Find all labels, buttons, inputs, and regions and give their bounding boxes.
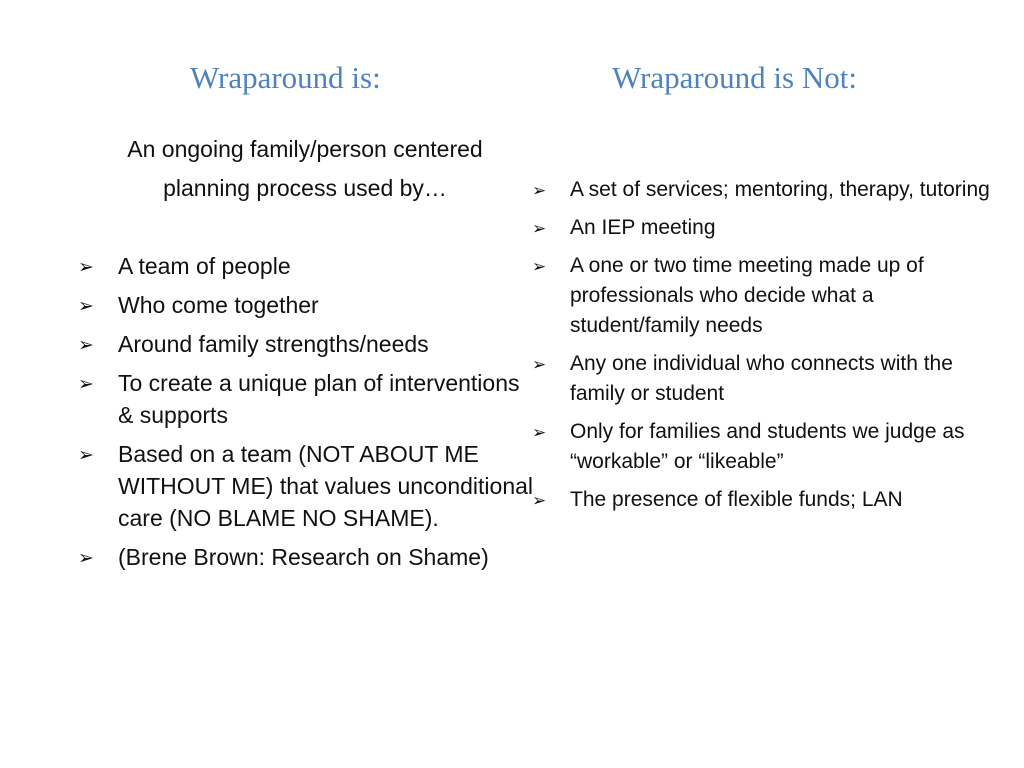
list-item: [532, 349, 1002, 409]
arrow-bullet-icon: ➢: [78, 444, 94, 466]
list-item: [532, 175, 1002, 205]
list-item: [78, 541, 533, 573]
list-item-text: A team of people: [118, 253, 291, 279]
right-bullet-list: [532, 175, 1002, 523]
list-item-text: To create a unique plan of interventions & supports: [118, 370, 520, 428]
list-item-text: An IEP meeting: [570, 216, 716, 239]
arrow-bullet-icon: ➢: [78, 547, 94, 569]
arrow-bullet-icon: ➢: [532, 219, 547, 239]
left-intro-text: [70, 130, 540, 208]
list-item: [78, 250, 533, 282]
arrow-bullet-icon: ➢: [532, 355, 547, 375]
list-item-text: Who come together: [118, 292, 319, 318]
arrow-bullet-icon: ➢: [532, 491, 547, 511]
list-item-text: (Brene Brown: Research on Shame): [118, 544, 489, 570]
list-item-text: A set of services; mentoring, therapy, tutoring: [570, 178, 990, 201]
intro-line-2: planning process used by…: [163, 175, 447, 201]
arrow-bullet-icon: ➢: [78, 256, 94, 278]
left-bullet-list: [78, 250, 533, 580]
arrow-bullet-icon: ➢: [532, 257, 547, 277]
arrow-bullet-icon: ➢: [78, 373, 94, 395]
list-item: [78, 289, 533, 321]
list-item: [532, 485, 1002, 515]
arrow-bullet-icon: ➢: [532, 423, 547, 443]
list-item-text: A one or two time meeting made up of professionals who decide what a student/family needs: [570, 254, 924, 337]
list-item: [78, 438, 533, 534]
arrow-bullet-icon: ➢: [532, 181, 547, 201]
list-item-text: Only for families and students we judge as “workable” or “likeable”: [570, 420, 965, 473]
list-item: [532, 417, 1002, 477]
list-item: [78, 367, 533, 431]
right-column-heading: Wraparound is Not:: [612, 60, 857, 95]
arrow-bullet-icon: ➢: [78, 295, 94, 317]
list-item: [532, 213, 1002, 243]
list-item: [78, 328, 533, 360]
list-item: [532, 251, 1002, 341]
left-column-heading: Wraparound is:: [190, 60, 381, 95]
list-item-text: Based on a team (NOT ABOUT ME WITHOUT ME) that values unconditional care (NO BLAME NO SHAME).: [118, 441, 534, 531]
arrow-bullet-icon: ➢: [78, 334, 94, 356]
intro-line-1: An ongoing family/person centered: [127, 136, 483, 162]
list-item-text: The presence of flexible funds; LAN: [570, 488, 903, 511]
list-item-text: Around family strengths/needs: [118, 331, 429, 357]
list-item-text: Any one individual who connects with the family or student: [570, 352, 953, 405]
